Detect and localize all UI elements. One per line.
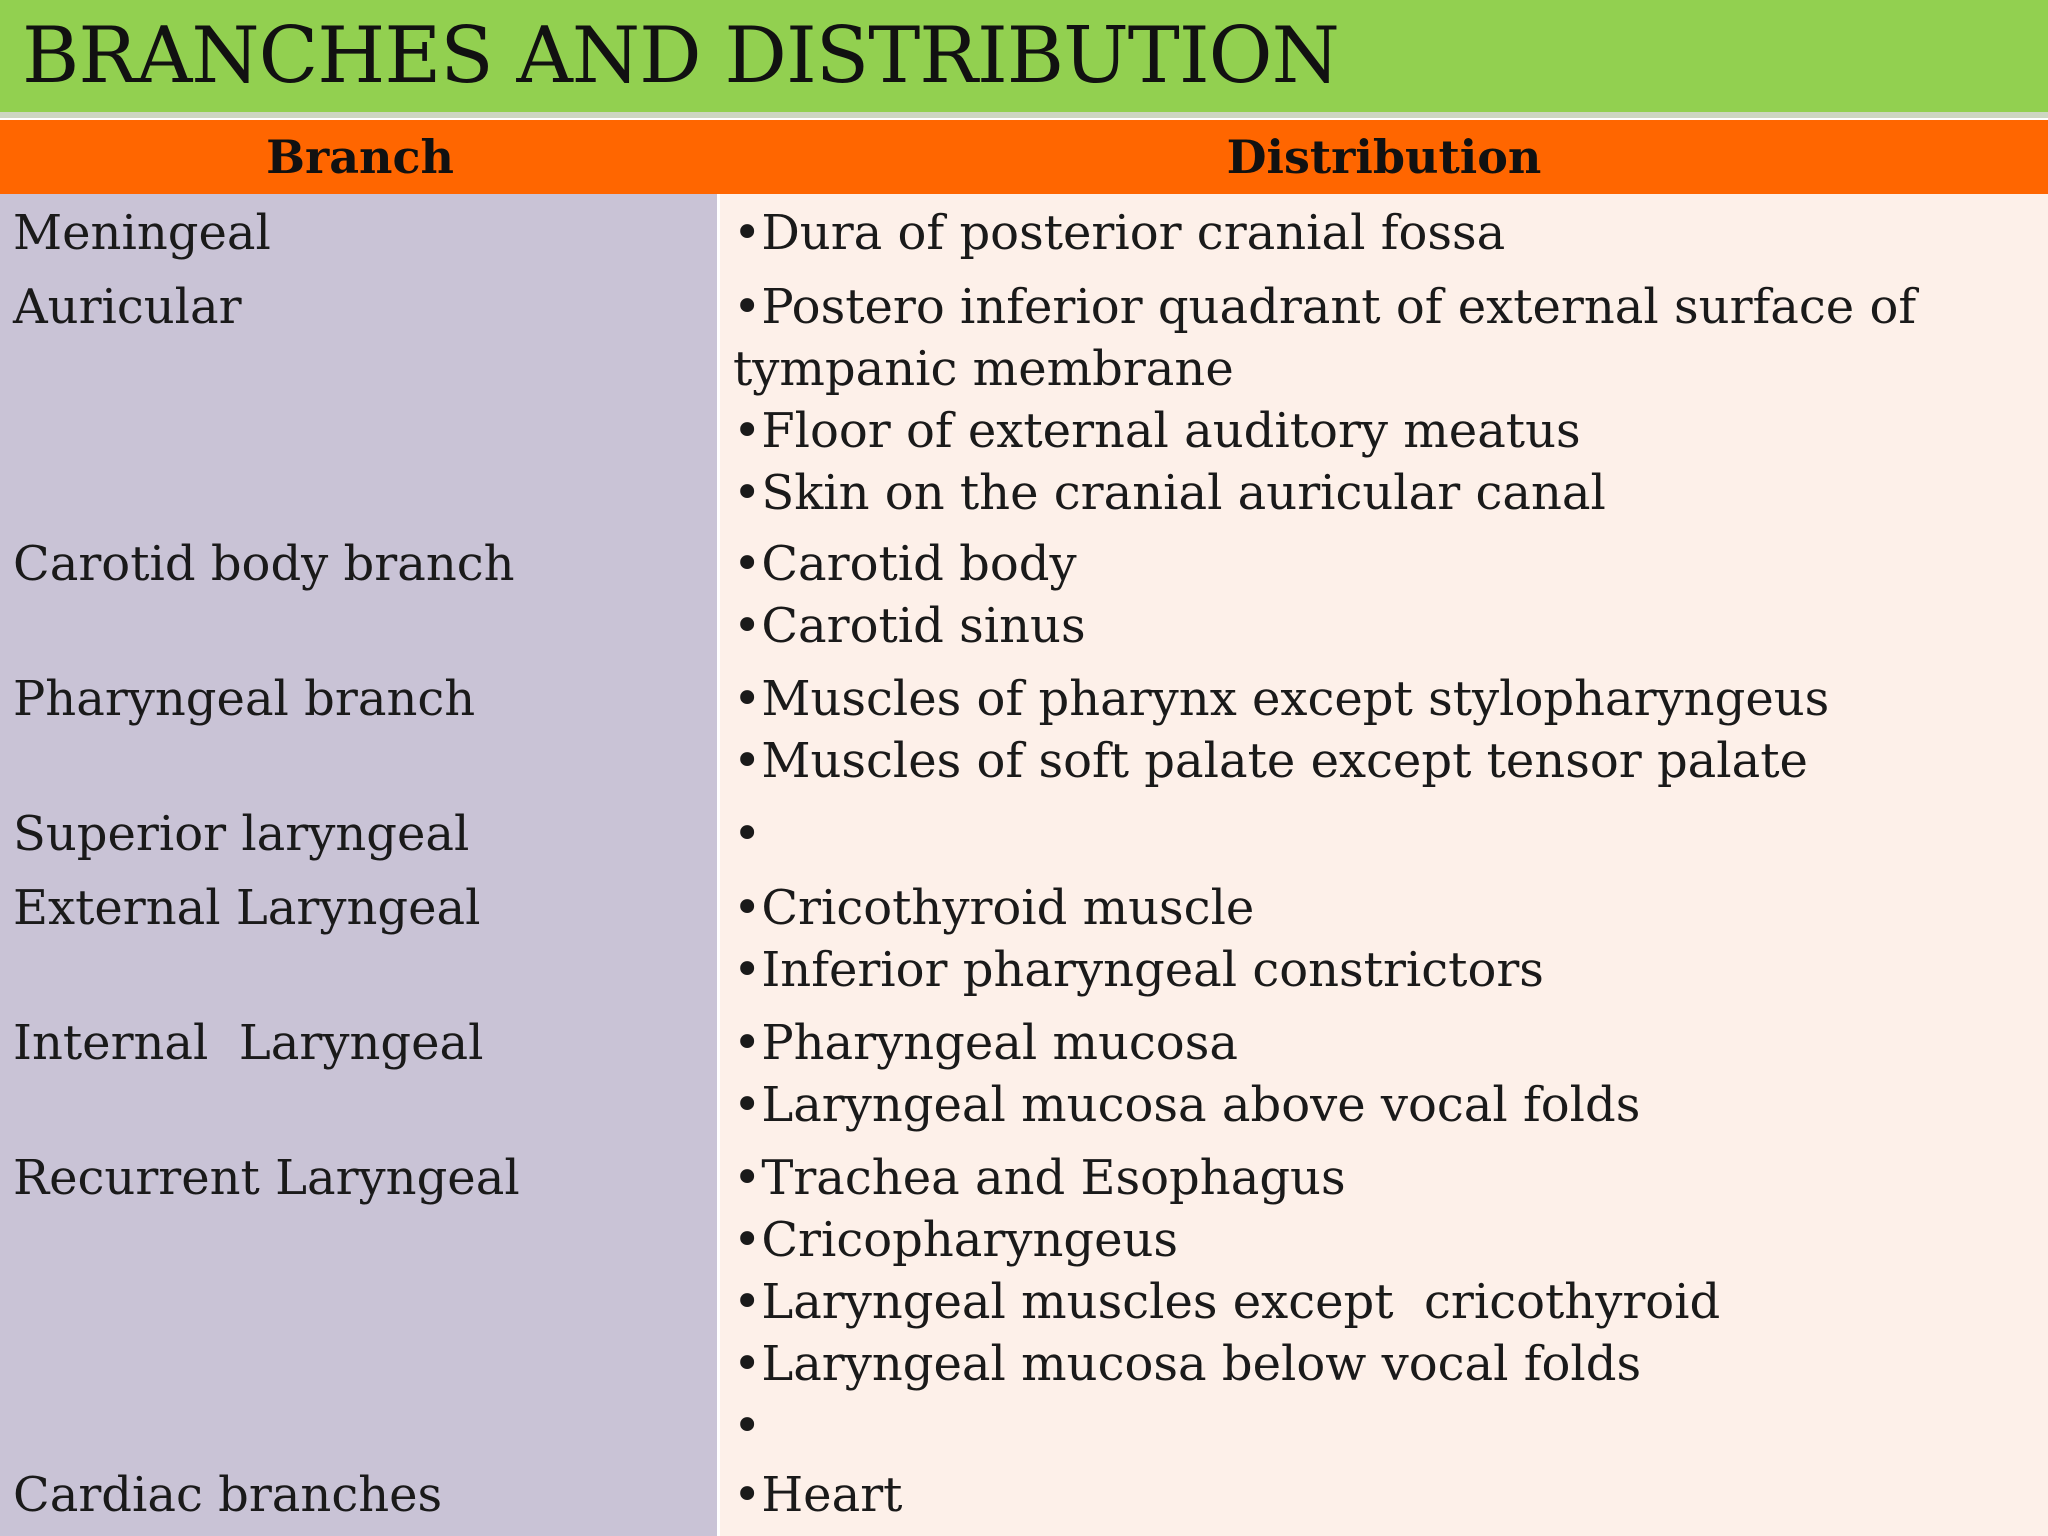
branch-cell: Carotid body branch: [13, 536, 515, 592]
distribution-line: •Carotid body: [733, 536, 1077, 592]
distribution-line: •Heart: [733, 1467, 903, 1523]
branch-cell: Pharyngeal branch: [13, 671, 476, 727]
table-header-row: [0, 120, 2048, 194]
distribution-line: •Trachea and Esophagus: [733, 1150, 1346, 1206]
distribution-line: •Skin on the cranial auricular canal: [733, 465, 1606, 521]
branch-cell: Meningeal: [13, 205, 271, 261]
distribution-line: •Cricopharyngeus: [733, 1212, 1179, 1268]
distribution-cell: [733, 803, 2033, 865]
header-distribution: Distribution: [1226, 130, 1542, 184]
distribution-line: •Cricothyroid muscle: [733, 880, 1255, 936]
distribution-line: •: [733, 1398, 762, 1454]
distribution-cell: [733, 1464, 2033, 1526]
distribution-line: •Laryngeal muscles except cricothyroid: [733, 1274, 1721, 1330]
distribution-line: tympanic membrane: [733, 341, 1234, 397]
distribution-cell: [733, 668, 2033, 792]
branch-cell: External Laryngeal: [13, 880, 481, 936]
slide-title: BRANCHES AND DISTRIBUTION: [22, 11, 1339, 101]
title-bar: [0, 0, 2048, 118]
distribution-line: •Laryngeal mucosa below vocal folds: [733, 1336, 1642, 1392]
distribution-cell: [733, 533, 2033, 657]
branch-cell: Auricular: [13, 279, 242, 335]
distribution-cell: [733, 276, 2033, 524]
column-divider: [717, 194, 720, 1536]
distribution-line: •Floor of external auditory meatus: [733, 403, 1581, 459]
branch-cell: Internal Laryngeal: [13, 1015, 484, 1071]
branches-table: [0, 120, 2048, 1536]
branch-column: [0, 194, 720, 1536]
distribution-cell: [733, 1012, 2033, 1136]
distribution-cell: [733, 877, 2033, 1001]
branch-cell: Cardiac branches: [13, 1467, 443, 1523]
distribution-line: •Dura of posterior cranial fossa: [733, 205, 1506, 261]
distribution-line: •: [733, 806, 762, 862]
branch-cell: Superior laryngeal: [13, 806, 470, 862]
distribution-line: •Laryngeal mucosa above vocal folds: [733, 1077, 1641, 1133]
distribution-line: •Postero inferior quadrant of external surface of: [733, 279, 1917, 335]
distribution-cell: [733, 1147, 2033, 1457]
distribution-line: •Muscles of soft palate except tensor palate: [733, 733, 1808, 789]
distribution-line: •Inferior pharyngeal constrictors: [733, 942, 1544, 998]
header-branch: Branch: [266, 130, 454, 184]
distribution-line: •Pharyngeal mucosa: [733, 1015, 1238, 1071]
branch-cell: Recurrent Laryngeal: [13, 1150, 520, 1206]
distribution-line: •Carotid sinus: [733, 598, 1086, 654]
distribution-line: •Muscles of pharynx except stylopharyngeus: [733, 671, 1830, 727]
distribution-cell: [733, 202, 2033, 264]
